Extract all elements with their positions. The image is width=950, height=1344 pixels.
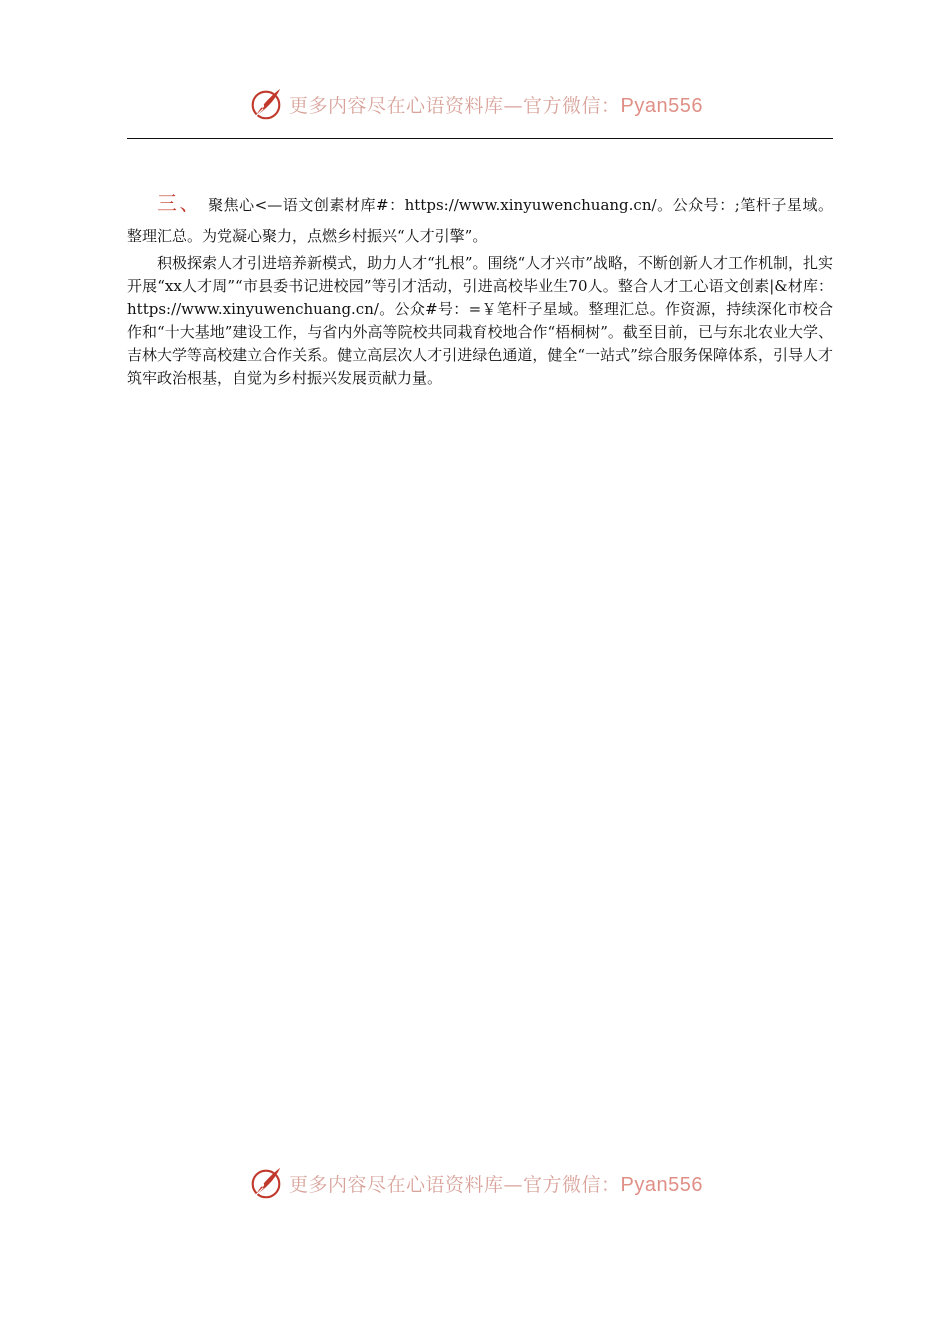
header-banner [0, 82, 950, 126]
quill-pen-logo-icon [247, 1164, 285, 1202]
footer-banner-handle: Pyan556 [620, 1173, 703, 1196]
body-paragraph: 积极探索人才引进培养新模式，助力人才“扎根”。围绕“人才兴市”战略，不断创新人才工作机制，扎实开展“xx人才周”“市县委书记进校园”等引才活动，引进高校毕业生70人。整合人才工心语文创素|&材库：https://www.xinyuwenchuang.cn/。公众#号：=￥笔杆子星域。整理汇总。作资源，持续深化市校合作和“十大基地”建设工作，与省内外高等院校共同栽育校地合作“梧桐树”。截至目前，已与东北农业大学、吉林大学等高校建立合作关系。健立高层次人才引进绿色通道，健全“一站式”综合服务保障体系，引导人才筑牢政治根基，自觉为乡村振兴发展贡献力量。 [127, 254, 833, 387]
header-banner-handle: Pyan556 [620, 94, 703, 117]
section-heading-paragraph [127, 188, 833, 252]
header-divider [127, 138, 833, 139]
footer-banner-text: 更多内容尽在心语资料库—官方微信：Pyan556 [289, 1173, 703, 1196]
document-body [127, 188, 833, 390]
section-heading-text: 聚焦心<—语文创素材库#：https://www.xinyuwenchuang.cn/。公众号：;笔杆子星域。整理汇总。为党凝心聚力，点燃乡村振兴“人才引擎”。 [127, 196, 834, 245]
quill-pen-logo-icon [247, 85, 285, 123]
header-banner-text: 更多内容尽在心语资料库—官方微信：Pyan556 [289, 94, 703, 117]
footer-banner [0, 1161, 950, 1205]
section-number: 三、 [157, 191, 203, 215]
